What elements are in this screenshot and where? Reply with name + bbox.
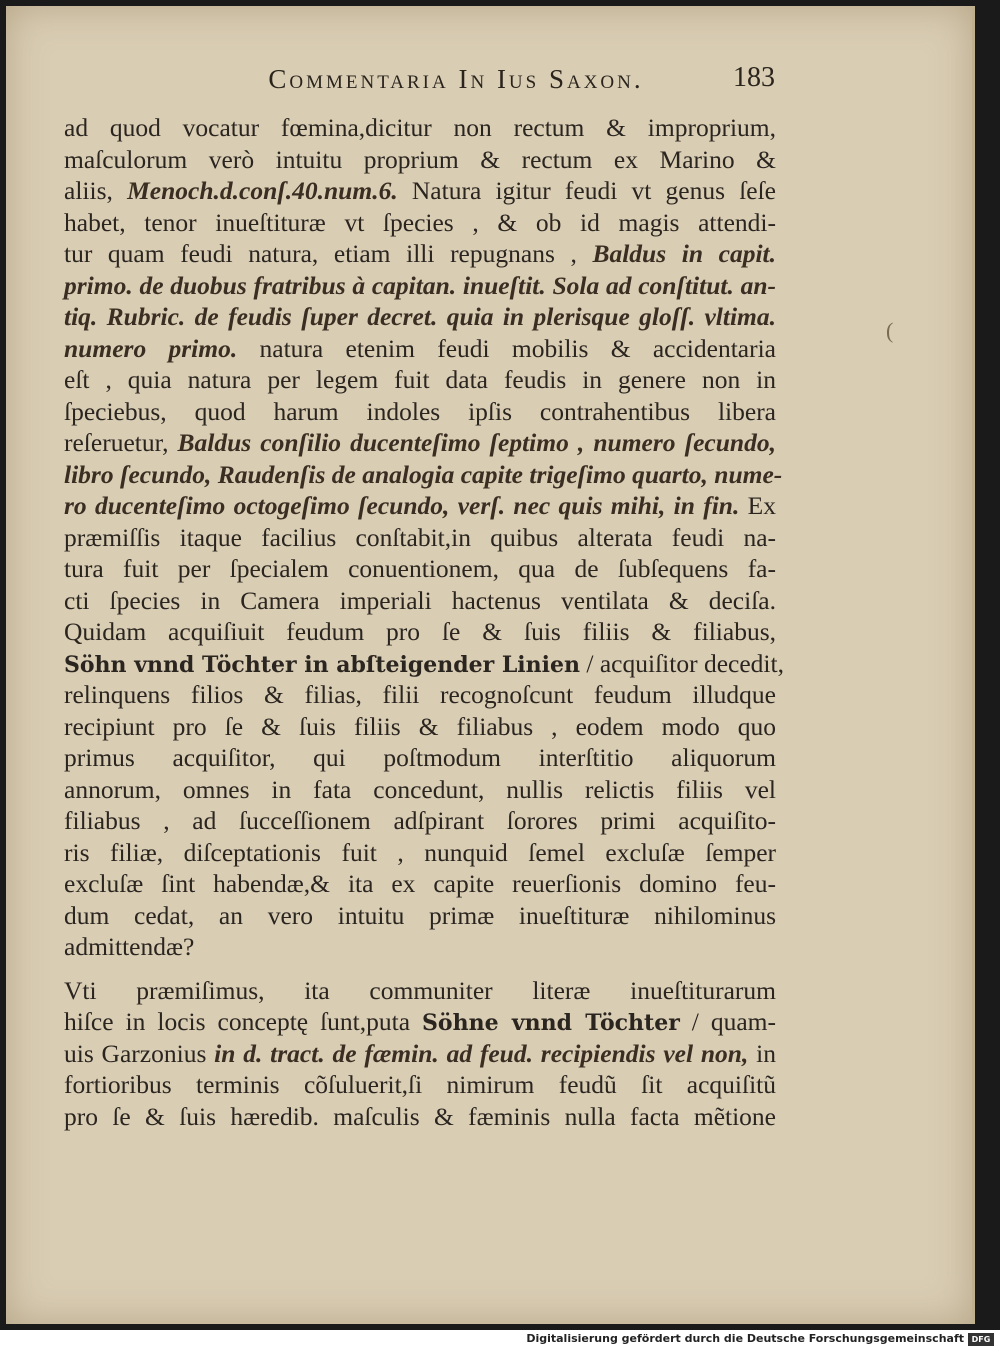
latin-text: ad quod vocatur fœmina,dicitur non rectum & improprium,	[64, 113, 776, 142]
margin-mark: (	[886, 318, 894, 343]
text-line	[64, 207, 776, 239]
text-line	[64, 175, 776, 207]
latin-text: / acquiſitor decedit,	[580, 648, 784, 678]
latin-text: filiabus , ad ſucceſſionem adſpirant ſorores primi acquiſito-	[64, 806, 776, 835]
latin-text: natura etenim feudi mobilis & accidentaria	[237, 333, 776, 363]
text-line	[64, 837, 776, 869]
latin-text: maſculorum verò intuitu proprium & rectum ex Marino &	[64, 144, 776, 174]
text-line	[64, 238, 776, 270]
citation-text: in d. tract. de fæmin. ad feud. recipiendis vel non,	[214, 1038, 749, 1068]
citation-text: numero primo.	[64, 333, 238, 363]
latin-text: relinquens filios & filias, filii recognoſcunt feudum illudque	[64, 680, 776, 709]
footer-bar	[0, 1330, 1000, 1349]
citation-text: libro ſecundo, Raudenſis de analogia capite trigeſimo quarto, nume-	[64, 459, 783, 489]
text-line	[64, 742, 776, 774]
latin-text: dum cedat, an vero intuitu primæ inueſtituræ nihilominus	[64, 900, 776, 930]
text-line	[64, 711, 776, 743]
text-line	[64, 1069, 776, 1101]
book-page	[6, 6, 975, 1324]
latin-text: tur quam feudi natura, etiam illi repugnans ,	[64, 239, 593, 268]
german-blackletter-text: Söhn vnnd Töchter in abſteigender Linien	[64, 651, 581, 678]
latin-text: aliis,	[64, 176, 128, 205]
text-line	[64, 900, 776, 932]
citation-text: Baldus in capit.	[592, 239, 777, 268]
latin-text: fortioribus terminis cõſuluerit,ſi nimirum feudũ ſit acquiſitũ	[64, 1070, 776, 1099]
text-line	[64, 144, 776, 176]
latin-text: hiſce in locis conceptę ſunt,puta	[64, 1007, 423, 1036]
text-line	[64, 427, 776, 459]
latin-text: Natura igitur feudi vt genus ſeſe	[397, 176, 777, 205]
latin-text: Vti præmiſimus, ita communiter literæ inueſtiturarum	[64, 975, 776, 1005]
citation-text: tiq. Rubric. de feudis ſuper decret. quia in plerisque gloſſ. vltima.	[64, 302, 776, 331]
latin-text: admittendæ?	[64, 932, 195, 961]
latin-text: primus acquiſitor, qui poſtmodum interſtitio aliquorum	[64, 743, 776, 772]
latin-text: Ex	[739, 491, 777, 520]
latin-text: tura fuit per ſpecialem conuentionem, qua de ſubſequens fa-	[64, 554, 776, 583]
latin-text: cti ſpecies in Camera imperiali hactenus ventilata & deciſa.	[64, 585, 776, 615]
text-line	[64, 1038, 776, 1070]
text-line	[64, 585, 776, 617]
text-line	[64, 396, 776, 428]
text-line	[64, 490, 776, 522]
latin-text: excluſæ ſint habendæ,& ita ex capite reuerſionis domino feu-	[64, 869, 776, 898]
funding-credit: Digitalisierung gefördert durch die Deutsche Forschungsgemeinschaft	[526, 1332, 964, 1345]
text-line	[64, 522, 776, 554]
text-line	[64, 931, 776, 963]
text-line	[64, 301, 776, 333]
running-title: Commentaria In Ius Saxon.	[268, 64, 644, 94]
latin-text: pro ſe & ſuis hæredib. maſculis & fæminis nulla facta mẽtione	[64, 1101, 776, 1131]
text-line	[64, 270, 776, 302]
latin-text: recipiunt pro ſe & ſuis filiis & filiabus , eodem modo quo	[64, 711, 776, 741]
text-line	[64, 1006, 776, 1038]
citation-text: Baldus conſilio ducenteſimo ſeptimo , numero ſecundo,	[177, 428, 776, 457]
text-line	[64, 868, 776, 900]
text-line	[64, 112, 776, 144]
page-number: 183	[733, 62, 775, 93]
text-line	[64, 364, 776, 396]
text-line	[64, 459, 783, 491]
text-line	[64, 333, 776, 365]
latin-text: ris filiæ, diſceptationis fuit , nunquid ſemel excluſæ ſemper	[64, 837, 776, 867]
paragraph-gap	[64, 963, 776, 975]
text-line	[64, 774, 776, 806]
german-blackletter-text: Söhne vnnd Töchter	[422, 1010, 680, 1036]
text-line	[64, 648, 784, 680]
dfg-logo-icon: DFG	[968, 1333, 994, 1346]
latin-text: reſeruetur,	[64, 428, 178, 457]
citation-text: Menoch.d.conſ.40.num.6.	[127, 176, 398, 205]
latin-text: annorum, omnes in fata concedunt, nullis relictis filiis vel	[64, 774, 776, 804]
latin-text: in	[748, 1038, 776, 1068]
body-text	[64, 112, 784, 1132]
latin-text: ſpeciebus, quod harum indoles ipſis contrahentibus libera	[64, 396, 776, 426]
text-line	[64, 679, 776, 711]
latin-text: habet, tenor inueſtituræ vt ſpecies , & ob id magis attendi-	[64, 207, 776, 237]
latin-text: / quam-	[679, 1007, 776, 1036]
latin-text: uis Garzonius	[64, 1038, 215, 1068]
citation-text: ro ducenteſimo octogeſimo ſecundo, verſ. nec quis mihi, in fin.	[64, 491, 740, 520]
text-line	[64, 553, 776, 585]
text-line	[64, 616, 776, 648]
text-line	[64, 975, 776, 1007]
latin-text: præmiſſis itaque facilius conſtabit,in quibus alterata feudi na-	[64, 522, 776, 552]
text-line	[64, 1101, 776, 1133]
text-line	[64, 805, 776, 837]
latin-text: eſt , quia natura per legem fuit data feudis in genere non in	[64, 365, 776, 394]
latin-text: Quidam acquiſiuit feudum pro ſe & ſuis filiis & filiabus,	[64, 617, 776, 646]
citation-text: primo. de duobus fratribus à capitan. inueſtit. Sola ad conſtitut. an-	[64, 270, 776, 300]
